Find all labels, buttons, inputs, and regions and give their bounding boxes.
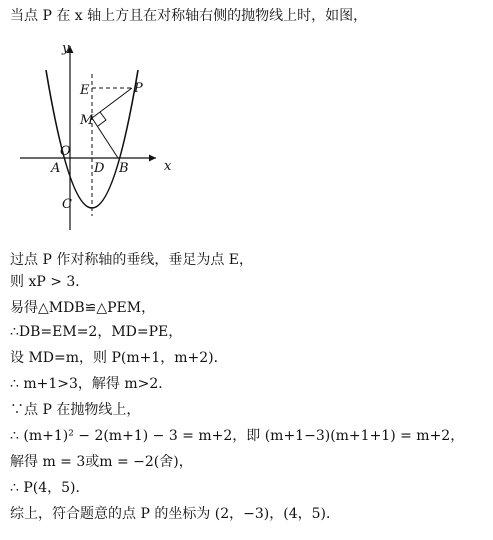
label-b: B [119,161,129,176]
right-angle-mark [98,112,106,126]
label-y: y [62,41,70,56]
label-a: A [51,161,61,176]
solution-line-7: ∵点 P 在抛物线上， [10,402,141,418]
intro-line: 当点 P 在 x 轴上方且在对称轴右侧的抛物线上时，如图， [10,8,368,24]
label-x: x [164,159,172,174]
label-e: E [80,83,90,98]
solution-line-9: 解得 m = 3或m = −2(舍)， [10,454,193,470]
solution-line-11: 综上，符合题意的点 P 的坐标为 (2，−3)，(4，5)． [10,506,340,522]
segment-mb [92,118,118,158]
solution-line-3: 易得△MDB≌△PEM， [10,300,156,316]
solution-line-2: 则 xP > 3． [10,274,90,290]
solution-line-6: ∴ m+1>3，解得 m>2． [10,376,173,392]
label-p: P [134,81,143,96]
solution-line-10: ∴ P(4，5)． [10,480,90,496]
label-c: C [62,197,72,212]
label-m: M [80,113,94,128]
segment-pm [92,88,132,118]
solution-line-5: 设 MD=m，则 P(m+1，m+2)． [10,350,228,366]
parabola-figure [18,38,188,238]
label-o: O [60,144,71,159]
label-d: D [94,161,105,176]
solution-line-1: 过点 P 作对称轴的垂线，垂足为点 E， [10,252,253,268]
solution-line-4: ∴DB=EM=2，MD=PE， [10,324,183,340]
solution-line-8: ∴ (m+1)² − 2(m+1) − 3 = m+2，即 (m+1−3)(m+1+1) = m+2， [10,428,465,444]
